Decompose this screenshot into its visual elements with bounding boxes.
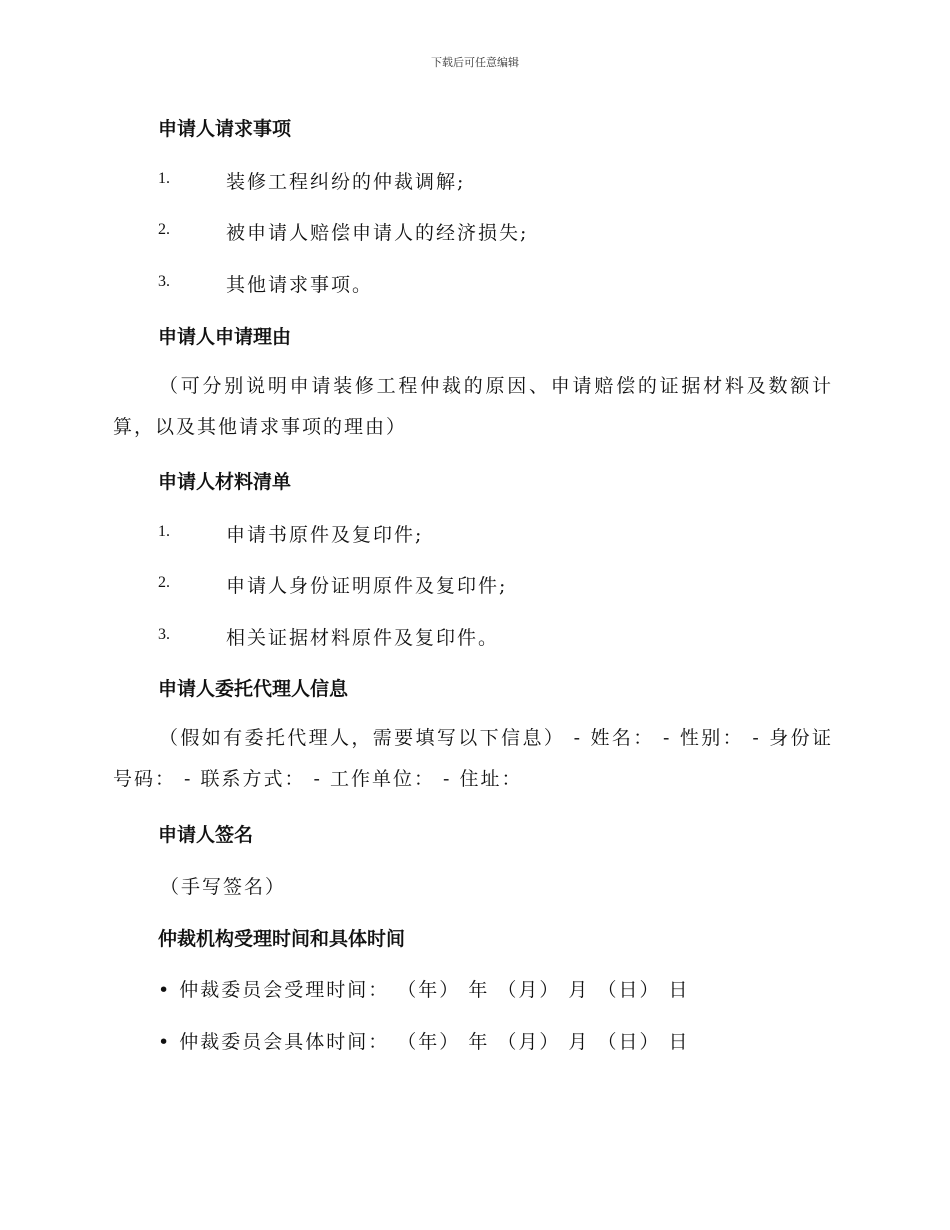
- section-title-materials: 申请人材料清单: [158, 471, 292, 493]
- section-title-time: 仲裁机构受理时间和具体时间: [158, 928, 406, 950]
- list-item-number: 3.: [158, 626, 170, 643]
- signature-placeholder: （手写签名）: [160, 876, 287, 898]
- time-line-specific: • 仲裁委员会具体时间： （年） 年 （月） 月 （日） 日: [158, 1031, 690, 1053]
- section-title-reasons: 申请人申请理由: [158, 326, 292, 348]
- list-item-number: 1.: [158, 523, 170, 540]
- list-item-text: 相关证据材料原件及复印件。: [226, 627, 500, 649]
- list-item-number: 3.: [158, 273, 170, 290]
- list-item-text: 被申请人赔偿申请人的经济损失;: [226, 222, 529, 244]
- list-item-number: 2.: [158, 574, 170, 591]
- list-item-number: 2.: [158, 221, 170, 238]
- section-title-requests: 申请人请求事项: [158, 118, 292, 140]
- list-item-number: 1.: [158, 170, 170, 187]
- list-item-text: 申请人身份证明原件及复印件;: [226, 575, 508, 597]
- reasons-paragraph: （可分别说明申请装修工程仲裁的原因、申请赔偿的证据材料及数额计算，以及其他请求事项的理由）: [113, 375, 833, 438]
- list-item-text: 申请书原件及复印件;: [226, 524, 424, 546]
- agent-paragraph: （假如有委托代理人，需要填写以下信息） - 姓名： - 性别： - 身份证号码： - 联系方式： - 工作单位： - 住址：: [113, 727, 833, 790]
- section-title-agent: 申请人委托代理人信息: [158, 678, 349, 700]
- list-item-text: 装修工程纠纷的仲裁调解;: [226, 171, 466, 193]
- page-header: 下载后可任意编辑: [431, 56, 519, 69]
- section-title-signature: 申请人签名: [158, 824, 254, 846]
- time-line-accept: • 仲裁委员会受理时间： （年） 年 （月） 月 （日） 日: [158, 979, 690, 1001]
- list-item-text: 其他请求事项。: [226, 274, 374, 296]
